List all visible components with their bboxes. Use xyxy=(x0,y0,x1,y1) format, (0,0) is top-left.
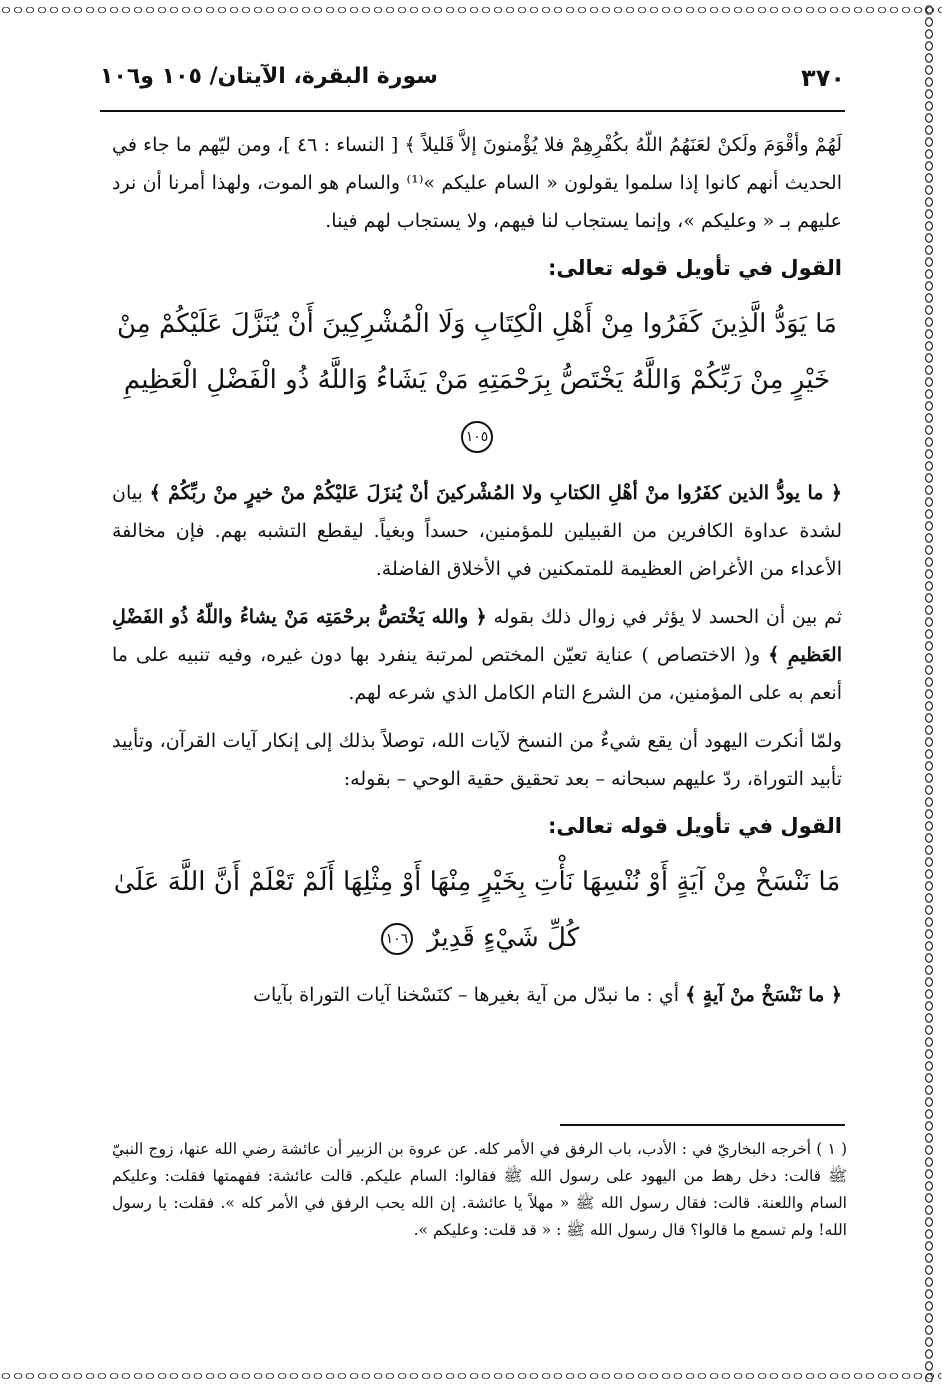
ayah-number-105: ١٠٥ xyxy=(461,421,493,453)
verse-105-text: مَا يَوَدُّ الَّذِينَ كَفَرُوا مِنْ أَهْلِ الْكِتَابِ وَلَا الْمُشْرِكِينَ أَنْ يُنَزَّلَ عَلَيْكُمْ مِنْ خَيْرٍ مِنْ رَبِّكُمْ وَاللَّهُ يَخْتَصُّ بِرَحْمَتِهِ مَنْ يَشَاءُ وَاللَّهُ ذُو الْفَضْلِ الْعَظِيمِ xyxy=(117,309,837,395)
footnote-rule xyxy=(560,1124,845,1126)
verse-quote-2: ﴿ ما يودُّ الذين كفَرُوا منْ أهْلِ الكتابِ ولا المُشْركينَ أنْ يُنزَلَ عَليْكُمْ منْ خيرٍ منْ ربِّكُمْ ﴾ xyxy=(149,482,842,504)
page-number: ٣٧٠ xyxy=(801,64,845,92)
verse-quote-5: ﴿ ما نَنْسَخْ منْ آيةٍ ﴾ xyxy=(685,984,842,1006)
paragraph-3-text: و( الاختصاص ) عناية تعيّن المختص لمرتبة ينفرد بها دون غيره، وفيه تنبيه على ما أنعم به على المؤمنين، من الشرع التام الكامل الذي شرعه لهم. xyxy=(112,644,842,704)
paragraph-3 xyxy=(112,598,842,712)
ornamental-border-top xyxy=(0,4,942,16)
paragraph-3-start: ثم بين أن الحسد لا يؤثر في زوال ذلك بقوله xyxy=(493,606,842,628)
paragraph-1: لَهُمْ وأقْوَمَ ولَكنْ لعَنَهُمُ اللّهُ بكُفْرِهِمْ فلا يُؤْمنونَ إلاَّ قَليلاً ﴾ [ النساء : ٤٦ ]، ومن ليّهم ما جاء في الحديث أنهم كانوا إذا سلموا يقولون « السام عليكم »⁽¹⁾ والسام هو الموت، ولهذا أمرنا أن نرد عليهم بـ « وعليكم »، وإنما يستجاب لنا فيهم، ولا يستجاب لهم فينا. xyxy=(112,134,842,232)
paragraph-2-text: بيان لشدة عداوة الكافرين من القبيلين للمؤمنين، حسداً وبغياً. ليقطع التشبه بهم. فإن مخالفة الأعداء من الأغراض العظيمة للمتمكنين في الأخلاق الفاضلة. xyxy=(112,482,842,580)
paragraph-5-text: أي : ما نبدّل من آية بغيرها – كنَسْخنا آيات التوراة بآيات xyxy=(253,984,680,1006)
verse-quote-3: ﴿ والله يَخْتصُّ برحْمَتِه مَنْ يشاءُ واللّهُ ذُو الفَضْلِ العَظيمِ ﴾ xyxy=(112,606,842,666)
quran-verse-106 xyxy=(112,854,842,966)
running-head: سورة البقرة، الآيتان/ ١٠٥ و١٠٦ xyxy=(100,64,438,89)
ornamental-border-bottom xyxy=(0,1370,942,1382)
section-heading-1: القول في تأويل قوله تعالى: xyxy=(548,256,842,280)
main-text xyxy=(112,126,842,1024)
paragraph-2 xyxy=(112,474,842,588)
section-heading-2: القول في تأويل قوله تعالى: xyxy=(548,814,842,838)
footnote-1: ( ١ ) أخرجه البخاريّ في : الأدب، باب الرفق في الأمر كله. عن عروة بن الزبير أن عائشة رضي الله عنها، زوج النبيّ ﷺ قالت: دخل رهط من اليهود على رسول الله ﷺ فقالوا: السام عليكم. قالت عائشة: ففهمتها فقلت: وعليكم السام واللعنة. قالت: فقال رسول الله ﷺ « مهلاً يا عائشة. إن الله يحب الرفق في الأمر كله ». فقلت: يا رسول الله! ولم تسمع ما قالوا؟ قال رسول الله ﷺ : « قد قلت: وعليكم ». xyxy=(112,1140,847,1239)
ayah-number-106: ١٠٦ xyxy=(381,923,413,955)
paragraph-5 xyxy=(112,976,842,1014)
header-rule xyxy=(100,110,845,112)
ornamental-border-right xyxy=(922,4,936,1382)
paragraph-4: ولمّا أنكرت اليهود أن يقع شيءٌ من النسخ لآيات الله، توصلاً بذلك إلى إنكار آيات القرآن، وتأييد تأبيد التوراة، ردّ عليهم سبحانه – بعد تحقيق حقية الوحي – بقوله: xyxy=(112,730,842,790)
page-header xyxy=(100,50,845,100)
quran-verse-105 xyxy=(112,296,842,464)
verse-106-text: مَا نَنْسَخْ مِنْ آيَةٍ أَوْ نُنْسِهَا نَأْتِ بِخَيْرٍ مِنْهَا أَوْ مِثْلِهَا أَلَمْ تَعْلَمْ أَنَّ اللَّهَ عَلَىٰ كُلِّ شَيْءٍ قَدِيرٌ xyxy=(113,867,841,953)
footnotes xyxy=(112,1136,847,1244)
